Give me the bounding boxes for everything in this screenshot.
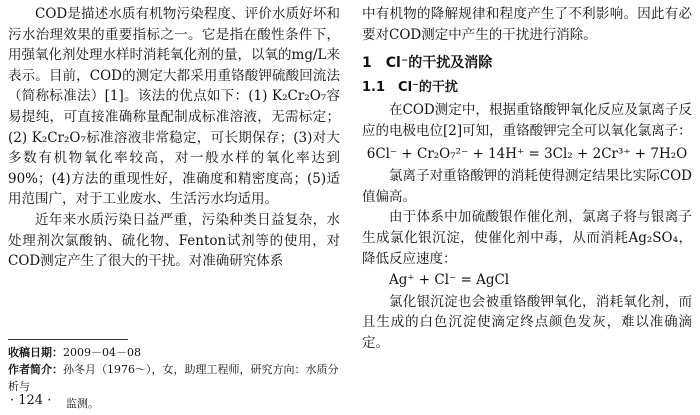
left-column [8, 4, 340, 272]
footnote-block [8, 344, 340, 412]
subsection-title: 1.1 Cl⁻的干扰 [362, 79, 458, 95]
left-paragraph-1: COD是描述水质有机物污染程度、评价水质好坏和污水治理效果的重要指标之一。它是指在酸性条件下，用强氧化剂处理水样时消耗氧化剂的量，以氧的mg/L来表示。目前，COD的测定大都采用重铬酸钾硫酸回流法（简称标准法）[1]。该法的优点如下：(1) K₂Cr₂O₇容易提纯，可直接准确称量配制成标准溶液，无需标定；(2) K₂Cr₂O₇标准溶液非常稳定，可长期保存；(3)对大多数有机物氧化率较高，对一般水样的氧化率达到90%；(4)方法的重现性好，准确度和精密度高；(5)适用范围广，对于工业废水、生活污水均适用。 [8, 6, 340, 208]
received-date-line [8, 344, 340, 361]
page-number: · 124 · [10, 393, 52, 408]
received-value: 2009－04－08 [63, 346, 141, 359]
author-label: 作者简介： [8, 363, 63, 376]
right-paragraph-5: 氯化银沉淀也会被重铬酸钾氧化，消耗氧化剂，而且生成的白色沉淀使滴定终点颜色发灰，难以准确滴定。 [362, 293, 692, 351]
right-paragraph-3: 氯离子对重铬酸钾的消耗使得测定结果比实际COD值偏高。 [362, 168, 692, 205]
right-paragraph-1: 中有机物的降解规律和程度产生了不利影响。因此有必要对COD测定中产生的干扰进行消除。 [362, 6, 692, 43]
footnote-divider [8, 339, 128, 340]
equation-2: Ag⁺ + Cl⁻ = AgCl [389, 272, 510, 289]
section-title: 1 Cl⁻的干扰及消除 [362, 55, 493, 72]
left-paragraph-2: 近年来水质污染日益严重，污染种类日益复杂，水处理剂次氯酸钠、硫化物、Fenton试剂等的使用，对COD测定产生了很大的干扰。对准确研究体系 [8, 211, 340, 270]
right-paragraph-4: 由于体系中加硫酸银作催化剂，氯离子将与银离子生成氯化银沉淀，使催化剂中毒，从而消耗Ag₂SO₄，降低反应速度： [362, 209, 692, 267]
author-value-continued: 监测。 [66, 397, 99, 410]
author-line [8, 361, 340, 395]
received-label: 收稿日期： [8, 346, 63, 359]
right-column [362, 4, 692, 354]
equation-1: 6Cl⁻ + Cr₂O₇²⁻ + 14H⁺ = 3Cl₂ + 2Cr³⁺ + 7H₂O [366, 145, 688, 162]
author-value: 孙冬月（1976～），女，助理工程师，研究方向：水质分析与 [8, 363, 339, 393]
right-paragraph-2: 在COD测定中，根据重铬酸钾氧化反应及氯离子反应的电极电位[2]可知，重铬酸钾完全可以氧化氯离子： [362, 102, 692, 139]
